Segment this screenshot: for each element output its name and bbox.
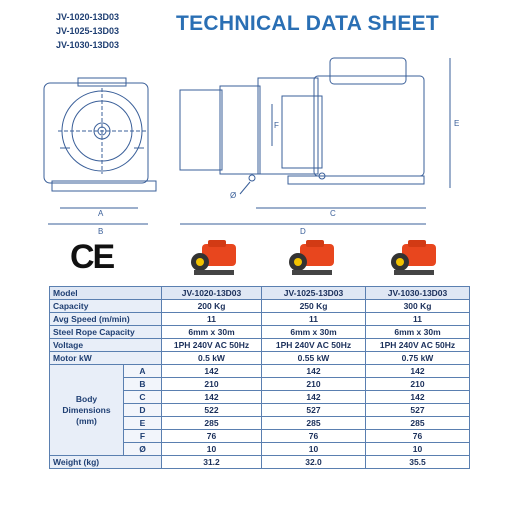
row-label: Avg Speed (m/min) bbox=[50, 313, 162, 326]
dim-key: A bbox=[124, 365, 162, 378]
body-dimensions-label: Body Dimensions (mm) bbox=[50, 365, 124, 456]
table-cell: 35.5 bbox=[366, 456, 470, 469]
winch-motor-icon bbox=[188, 238, 240, 278]
row-label: Model bbox=[50, 287, 162, 300]
table-cell: 32.0 bbox=[262, 456, 366, 469]
table-cell: 6mm x 30m bbox=[366, 326, 470, 339]
table-cell: 142 bbox=[162, 365, 262, 378]
table-cell: 527 bbox=[262, 404, 366, 417]
table-cell: 0.75 kW bbox=[366, 352, 470, 365]
model-list bbox=[56, 10, 119, 52]
table-cell: 10 bbox=[162, 443, 262, 456]
dim-key: B bbox=[124, 378, 162, 391]
table-row bbox=[50, 326, 470, 339]
winch-motor-icon bbox=[388, 238, 440, 278]
table-cell: 10 bbox=[366, 443, 470, 456]
page-title: TECHNICAL DATA SHEET bbox=[176, 12, 440, 35]
table-row bbox=[50, 287, 470, 300]
table-cell: 285 bbox=[262, 417, 366, 430]
dim-label-c: C bbox=[330, 209, 336, 218]
table-cell: JV-1020-13D03 bbox=[162, 287, 262, 300]
table-row bbox=[50, 313, 470, 326]
dim-key: Ø bbox=[124, 443, 162, 456]
table-row bbox=[50, 456, 470, 469]
table-cell: 11 bbox=[162, 313, 262, 326]
table-cell: 210 bbox=[366, 378, 470, 391]
table-cell: 76 bbox=[162, 430, 262, 443]
table-cell: 142 bbox=[162, 391, 262, 404]
table-cell: 0.5 kW bbox=[162, 352, 262, 365]
table-cell: 142 bbox=[262, 365, 366, 378]
dim-label-d: D bbox=[300, 227, 306, 236]
dim-label-b: B bbox=[98, 227, 104, 236]
model-line: JV-1030-13D03 bbox=[56, 40, 120, 50]
table-cell: 10 bbox=[262, 443, 366, 456]
row-label: Steel Rope Capacity bbox=[50, 326, 162, 339]
dim-key: E bbox=[124, 417, 162, 430]
table-cell: 527 bbox=[366, 404, 470, 417]
table-row bbox=[50, 365, 470, 378]
row-label: Weight (kg) bbox=[50, 456, 162, 469]
spec-table bbox=[49, 286, 470, 469]
row-label: Capacity bbox=[50, 300, 162, 313]
table-cell: 250 Kg bbox=[262, 300, 366, 313]
dim-label-f: F bbox=[274, 121, 279, 130]
table-cell: 142 bbox=[366, 391, 470, 404]
dim-key: C bbox=[124, 391, 162, 404]
table-row bbox=[50, 300, 470, 313]
table-cell: 522 bbox=[162, 404, 262, 417]
table-row bbox=[50, 339, 470, 352]
table-cell: 11 bbox=[366, 313, 470, 326]
side-view bbox=[180, 58, 424, 184]
table-cell: 1PH 240V AC 50Hz bbox=[262, 339, 366, 352]
model-line: JV-1020-13D03 bbox=[56, 12, 120, 22]
dim-key: F bbox=[124, 430, 162, 443]
table-cell: 285 bbox=[162, 417, 262, 430]
row-label: Motor kW bbox=[50, 352, 162, 365]
table-cell: 6mm x 30m bbox=[162, 326, 262, 339]
table-cell: 200 Kg bbox=[162, 300, 262, 313]
table-cell: JV-1025-13D03 bbox=[262, 287, 366, 300]
table-cell: 300 Kg bbox=[366, 300, 470, 313]
table-cell: 142 bbox=[366, 365, 470, 378]
table-cell: 6mm x 30m bbox=[262, 326, 366, 339]
table-cell: 1PH 240V AC 50Hz bbox=[366, 339, 470, 352]
dim-key: D bbox=[124, 404, 162, 417]
table-cell: 210 bbox=[262, 378, 366, 391]
table-row bbox=[50, 352, 470, 365]
winch-motor-icon bbox=[286, 238, 338, 278]
model-line: JV-1025-13D03 bbox=[56, 26, 120, 36]
dim-label-a: A bbox=[98, 209, 104, 218]
table-cell: 11 bbox=[262, 313, 366, 326]
dim-label-e: E bbox=[454, 119, 460, 128]
table-cell: 210 bbox=[162, 378, 262, 391]
table-cell: 76 bbox=[262, 430, 366, 443]
table-cell: 76 bbox=[366, 430, 470, 443]
table-cell: 0.55 kW bbox=[262, 352, 366, 365]
table-cell: 285 bbox=[366, 417, 470, 430]
front-view bbox=[44, 78, 156, 191]
dim-label-phi: Ø bbox=[230, 191, 237, 200]
ce-mark: CE bbox=[70, 238, 114, 276]
row-label: Voltage bbox=[50, 339, 162, 352]
technical-drawing bbox=[30, 48, 470, 243]
table-cell: 142 bbox=[262, 391, 366, 404]
table-cell: 31.2 bbox=[162, 456, 262, 469]
table-cell: JV-1030-13D03 bbox=[366, 287, 470, 300]
table-cell: 1PH 240V AC 50Hz bbox=[162, 339, 262, 352]
